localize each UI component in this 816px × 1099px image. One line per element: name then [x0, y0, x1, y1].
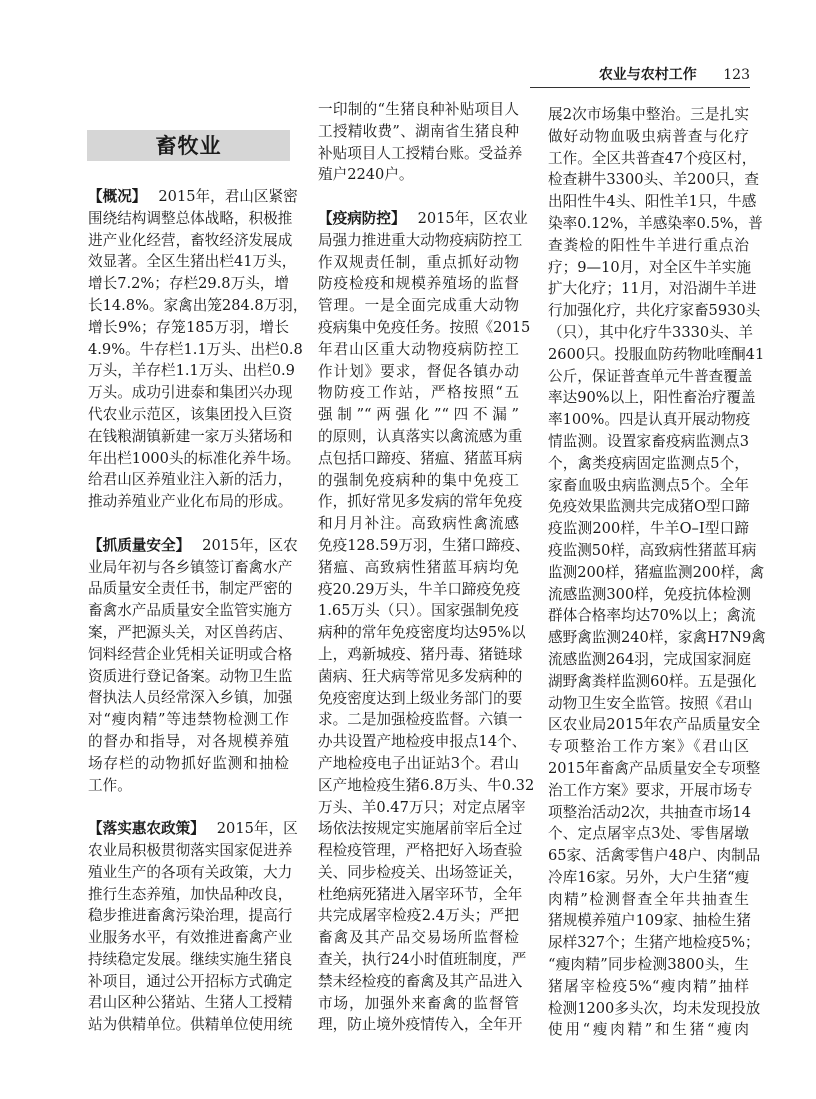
text-line — [318, 404, 519, 426]
line-text: 工授精收费”、湖南省生猪良种 — [318, 122, 519, 140]
text-column-3 — [548, 104, 766, 1063]
line-text: 年出栏1000头的标准化养牛场。 — [88, 449, 301, 467]
line-text: 尿样327个；生猪产地检疫5%； — [548, 934, 760, 952]
line-text: 流感监测300样，免疫抗体检测 — [548, 585, 751, 603]
text-line — [318, 208, 528, 230]
text-line — [88, 230, 293, 252]
line-text: 局强力推进重大动物疫病防控工 — [318, 231, 523, 249]
line-text: 展2次市场集中整治。三是扎实 — [548, 106, 749, 123]
text-line — [88, 491, 293, 513]
line-text: 个，禽类疫病固定监测点5个， — [548, 454, 749, 472]
paragraph-heading: 【概况】 — [88, 188, 147, 205]
text-line — [318, 252, 519, 274]
paragraph — [88, 186, 308, 513]
line-text: 猪规模养殖户109家、抽检生猪 — [548, 912, 751, 930]
text-line — [548, 300, 761, 322]
text-line — [548, 431, 749, 453]
text-column-1 — [88, 186, 308, 1058]
line-text: 在钱粮湖镇新建一家万头猪场和 — [88, 427, 293, 445]
text-line — [318, 513, 519, 535]
line-text: 年君山区重大动物疫病防控工 — [318, 340, 519, 358]
line-text: 补项目，通过公开招标方式确定 — [88, 972, 293, 990]
line-text: 持续稳定发展。继续实施生猪良 — [88, 950, 293, 968]
text-line — [88, 426, 293, 448]
line-text: 工作。 — [88, 776, 132, 794]
line-text: 工作。全区共普查47个疫区村， — [548, 149, 757, 167]
text-line — [318, 688, 523, 710]
line-text: 殖业生产的各项有关政策，大力 — [88, 863, 293, 881]
line-text: 查粪检的阳性牛羊进行重点治 — [548, 236, 749, 254]
text-line — [548, 148, 757, 170]
text-line — [88, 753, 289, 775]
line-text: 督执法人员经常深入乡镇，加强 — [88, 689, 293, 707]
page-number: 123 — [723, 67, 750, 83]
line-text: 监测200样，猪瘟监测200样，禽 — [548, 563, 765, 581]
text-line — [318, 448, 523, 470]
line-text: 疫监测50样，高致病性猪蓝耳病 — [548, 541, 757, 559]
line-text: 专项整治工作方案》《君山区 — [548, 738, 749, 756]
line-text: 业局年初与各乡镇签订畜禽水产 — [88, 558, 293, 576]
text-line — [318, 579, 519, 601]
text-line — [318, 818, 523, 840]
text-line — [88, 208, 293, 230]
text-line — [318, 905, 519, 927]
line-text: 查关，执行24小时值班制度，严 — [318, 951, 527, 969]
line-text: 4.9%。牛存栏1.1万头、出栏0.8 — [88, 340, 303, 358]
line-text: 畜禽水产品质量安全监管实施方 — [88, 602, 293, 620]
line-text: 行加强化疗，共化疗家畜5930头 — [548, 302, 761, 320]
text-line — [548, 169, 759, 191]
text-line — [88, 578, 293, 600]
text-line — [548, 278, 757, 300]
text-line — [548, 366, 753, 388]
text-line — [88, 905, 293, 927]
text-line — [318, 339, 519, 361]
line-text: 万头，羊存栏1.1万头、出栏0.9 — [88, 362, 295, 380]
text-line — [548, 736, 749, 758]
line-text: 2015年，君山区紧密 — [158, 188, 298, 205]
line-text: 进产业化经营，畜牧经济发展成 — [88, 231, 293, 249]
line-text: 共完成屠宰检疫2.4万头；严把 — [318, 907, 519, 925]
line-text: 饲料经营企业凭相关证明或合格 — [88, 645, 293, 663]
line-text: 1.65万头（只）。国家强制免疫 — [318, 602, 519, 620]
text-line — [318, 361, 519, 383]
line-text: 区产地检疫生猪6.8万头、牛0.32 — [318, 776, 535, 794]
text-line — [548, 322, 753, 344]
line-text: 作计划》要求，督促各镇办动 — [318, 362, 519, 380]
line-text: 长14.8%。家禽出笼284.8万羽， — [88, 296, 308, 314]
text-line — [88, 251, 297, 273]
line-text: 2015年，区农 — [202, 536, 298, 554]
line-text: 率100%。四是认真开展动物疫 — [548, 411, 751, 429]
line-text: 感野禽监测240样，家禽H7N9禽 — [548, 629, 766, 647]
text-line — [548, 453, 749, 475]
line-text: 点包括口蹄疫、猪瘟、猪蓝耳病 — [318, 449, 523, 467]
line-text: 强制”“两强化”“四不漏” — [318, 406, 519, 424]
line-text: 项整治活动2次，共抽查市场14 — [548, 803, 751, 821]
line-text: 和月月补注。高致病性禽流感 — [318, 515, 519, 533]
text-line — [548, 344, 765, 366]
line-text: 的强制免疫病种的集中免疫工 — [318, 471, 519, 489]
line-text: 产地检疫电子出证站3个。君山 — [318, 754, 519, 772]
text-line — [88, 382, 293, 404]
text-line — [88, 535, 298, 557]
line-text: 万头、羊0.47万只；对定点屠宰 — [318, 798, 526, 816]
text-line — [88, 992, 293, 1014]
text-line — [88, 448, 301, 470]
line-text: 的督办和指导，对各规模养殖 — [88, 732, 289, 750]
text-line — [88, 666, 293, 688]
text-line — [88, 731, 289, 753]
text-line — [88, 884, 293, 906]
line-text: 免疫128.59万羽，生猪口蹄疫、 — [318, 536, 530, 554]
line-text: 农业局积极贯彻落实国家促进养 — [88, 841, 293, 859]
text-line — [88, 404, 293, 426]
line-text: 增长9%；存笼185万羽，增长 — [88, 318, 289, 336]
text-line — [318, 949, 527, 971]
text-line — [318, 622, 526, 644]
text-line — [318, 121, 519, 143]
text-line — [548, 627, 766, 649]
text-line — [548, 845, 761, 867]
line-text: 肉精”检测督查全年共抽查生 — [548, 890, 749, 908]
text-line — [318, 927, 519, 949]
text-line — [548, 867, 749, 889]
text-line — [548, 910, 749, 932]
text-line — [548, 605, 756, 627]
line-text: 作，抓好常见多发病的常年免疫 — [318, 493, 523, 511]
text-line — [548, 257, 749, 279]
line-text: 2015年，区农业 — [417, 209, 528, 227]
text-line — [88, 927, 293, 949]
line-text: 使用“瘦肉精”和生猪“瘦肉 — [548, 1021, 749, 1039]
text-line — [548, 693, 753, 715]
line-text: 上，鸡新城疫、猪丹毒、猪链球 — [318, 645, 523, 663]
text-line — [548, 104, 749, 126]
line-text: 场存栏的动物抓好监测和抽检 — [88, 754, 289, 772]
text-line — [548, 540, 757, 562]
text-line — [318, 993, 519, 1015]
line-text: 站为供精单位。供精单位使用统 — [88, 1016, 293, 1034]
text-line — [318, 709, 523, 731]
line-text: 禁未经检疫的畜禽及其产品进入 — [318, 972, 523, 990]
line-text: 病种的常年免疫密度均达95%以 — [318, 624, 526, 642]
text-line — [318, 382, 519, 404]
text-line — [88, 818, 298, 840]
line-text: 出阳性牛4头、阳性羊1只，牛感 — [548, 193, 757, 211]
line-text: 增长7.2%；存栏29.8万头，增 — [88, 275, 289, 293]
text-line — [548, 932, 760, 954]
text-line — [88, 317, 289, 339]
line-text: 情监测。设置家畜疫病监测点3 — [548, 432, 749, 450]
text-line — [318, 535, 530, 557]
line-text: 2015年畜禽产品质量安全专项整 — [548, 759, 761, 777]
paragraph — [548, 104, 766, 1041]
paragraph-heading: 【落实惠农政策】 — [88, 820, 205, 838]
text-line — [88, 339, 303, 361]
text-line — [318, 295, 519, 317]
text-line — [318, 731, 527, 753]
text-line — [88, 1014, 293, 1036]
line-text: 2600只。投服血防药物吡喹酮41 — [548, 345, 765, 363]
text-line — [318, 317, 531, 339]
line-text: 万头。成功引进泰和集团兴办现 — [88, 384, 293, 402]
line-text: 区农业局2015年农产品质量安全 — [548, 716, 761, 734]
line-text: 关、同步检疫关、出场签证关， — [318, 863, 523, 881]
text-line — [548, 976, 749, 998]
text-line — [88, 360, 295, 382]
line-text: 菌病、狂犬病等常见多发病种的 — [318, 667, 523, 685]
line-text: 业服务水平，有效推进畜禽产业 — [88, 929, 293, 947]
text-line — [548, 496, 749, 518]
text-line — [88, 840, 293, 862]
line-text: 疫监测200样，牛羊O–I型口蹄 — [548, 520, 749, 538]
paragraph-heading: 【抓质量安全】 — [88, 536, 191, 554]
text-line — [88, 622, 293, 644]
line-text: 2015年，区 — [216, 820, 298, 838]
line-text: 君山区种公猪站、生猪人工授精 — [88, 994, 293, 1012]
line-text: 做好动物血吸虫病普查与化疗 — [548, 127, 749, 145]
text-line — [548, 191, 757, 213]
text-line — [548, 1019, 749, 1041]
line-text: 围绕结构调整总体战略，积极推 — [88, 209, 293, 227]
line-text: 资质进行登记备案。动物卫生监 — [88, 667, 293, 685]
line-text: 猪瘟、高致病性猪蓝耳病均免 — [318, 558, 519, 576]
text-line — [88, 469, 293, 491]
text-line — [548, 562, 765, 584]
line-text: 殖户2240户。 — [318, 166, 414, 184]
text-line — [548, 671, 757, 693]
line-text: “瘦肉精”同步检测3800头，生 — [548, 956, 749, 974]
line-text: 场依法按规定实施屠前宰后全过 — [318, 820, 523, 838]
text-line — [318, 797, 526, 819]
text-line — [318, 1014, 523, 1036]
text-line — [548, 758, 761, 780]
line-text: 染率0.12%，羊感染率0.5%，普 — [548, 214, 763, 232]
line-text: 疗；9—10月，对全区牛羊实施 — [548, 258, 751, 276]
text-line — [548, 889, 749, 911]
text-line — [318, 143, 523, 165]
text-line — [318, 775, 535, 797]
line-text: 免疫密度达到上级业务部门的要 — [318, 689, 523, 707]
section-title: 畜牧业 — [87, 130, 290, 161]
text-line — [318, 971, 523, 993]
line-text: 猪屠宰检疫5%“瘦肉精”抽样 — [548, 977, 749, 995]
line-text: 个、定点屠宰点3处、零售屠墩 — [548, 825, 749, 843]
text-line — [548, 387, 756, 409]
paragraph — [318, 208, 535, 1036]
line-text: 办共设置产地检疫申报点14个、 — [318, 733, 527, 751]
paragraph — [318, 99, 523, 186]
text-line — [318, 99, 519, 121]
text-line — [88, 709, 289, 731]
line-text: 畜禽及其产品交易场所监督检 — [318, 929, 519, 947]
text-line — [548, 780, 753, 802]
line-text: 疫20.29万头，牛羊口蹄疫免疫 — [318, 580, 521, 598]
text-column-2 — [318, 99, 535, 1058]
text-line — [88, 862, 293, 884]
text-line — [548, 954, 749, 976]
line-text: 求。二是加强检疫监督。六镇一 — [318, 711, 523, 729]
text-line — [318, 470, 519, 492]
line-text: 作双规责任制，重点抓好动物 — [318, 253, 519, 271]
text-line — [318, 164, 519, 186]
text-line — [318, 426, 523, 448]
line-text: （只），其中化疗牛3330头、羊 — [548, 323, 753, 341]
line-text: 管理。一是全面完成重大动物 — [318, 297, 519, 315]
line-text: 的原则，认真落实以禽流感为重 — [318, 427, 523, 445]
line-text: 公斤，保证普查单元牛普查覆盖 — [548, 367, 753, 385]
text-line — [318, 273, 519, 295]
paragraph — [88, 535, 298, 797]
line-text: 动物卫生安全监管。按照《君山 — [548, 694, 753, 712]
line-text: 流感监测264羽，完成国家洞庭 — [548, 650, 751, 668]
text-line — [548, 823, 749, 845]
text-line — [548, 475, 749, 497]
text-line — [548, 518, 749, 540]
line-text: 65家、活禽零售户48户、肉制品 — [548, 847, 761, 865]
text-line — [318, 230, 523, 252]
text-line — [548, 714, 761, 736]
text-line — [318, 862, 523, 884]
line-text: 疫病集中免疫任务。按照《2015 — [318, 318, 531, 336]
line-text: 杜绝病死猪进入屠宰环节，全年 — [318, 885, 523, 903]
line-text: 群体合格率均达70%以上；禽流 — [548, 607, 756, 625]
text-line — [88, 644, 293, 666]
line-text: 检测1200多头次，均未发现投放 — [548, 999, 761, 1017]
text-line — [88, 687, 293, 709]
text-line — [318, 840, 523, 862]
line-text: 对“瘦肉精”等违禁物检测工作 — [88, 711, 289, 729]
line-text: 检查耕牛3300头、羊200只，查 — [548, 171, 759, 189]
text-line — [318, 644, 523, 666]
text-line — [318, 753, 519, 775]
text-line — [548, 213, 763, 235]
text-line — [548, 998, 761, 1020]
line-text: 市场，加强外来畜禽的监督管 — [318, 994, 519, 1012]
text-line — [548, 584, 749, 606]
text-line — [318, 884, 523, 906]
text-line — [548, 802, 749, 824]
line-text: 湖野禽粪样监测60样。五是强化 — [548, 672, 757, 690]
line-text: 效显著。全区生猪出栏41万头， — [88, 253, 297, 271]
line-text: 品质量安全责任书，制定严密的 — [88, 580, 293, 598]
text-line — [548, 409, 749, 431]
line-text: 率达90%以上，阳性畜治疗覆盖 — [548, 389, 756, 407]
text-line — [318, 491, 523, 513]
line-text: 程检疫管理，严格把好入场查验 — [318, 842, 523, 860]
line-text: 理，防止境外疫情传入，全年开 — [318, 1016, 523, 1034]
line-text: 冷库16家。另外，大户生猪“瘦 — [548, 868, 750, 886]
text-line — [548, 649, 749, 671]
text-line — [318, 666, 523, 688]
line-text: 物防疫工作站，严格按照“五 — [318, 384, 519, 402]
paragraph-heading: 【疫病防控】 — [318, 209, 406, 227]
line-text: 代农业示范区，该集团投入巨资 — [88, 405, 293, 423]
text-line — [88, 775, 289, 797]
text-line — [88, 186, 298, 208]
text-line — [318, 600, 519, 622]
line-text: 家畜血吸虫病监测点5个。全年 — [548, 476, 749, 494]
line-text: 推行生态养殖，加快品种改良， — [88, 885, 293, 903]
text-line — [88, 600, 293, 622]
line-text: 扩大化疗；11月，对沿湖牛羊进 — [548, 280, 757, 298]
line-text: 补贴项目人工授精台账。受益养 — [318, 144, 523, 162]
text-line — [88, 949, 293, 971]
line-text: 案，严把源头关，对区兽药店、 — [88, 623, 293, 641]
text-line — [88, 971, 293, 993]
text-line — [318, 557, 519, 579]
paragraph — [88, 818, 298, 1036]
line-text: 免疫效果监测共完成猪O型口蹄 — [548, 498, 750, 516]
running-head-section: 农业与农村工作 — [598, 67, 697, 83]
running-head — [530, 64, 750, 86]
line-text: 治工作方案》要求，开展市场专 — [548, 781, 753, 799]
text-line — [88, 295, 308, 317]
line-text: 防疫检疫和规模养殖场的监督 — [318, 275, 519, 293]
text-line — [88, 557, 293, 579]
text-line — [548, 235, 749, 257]
line-text: 一印制的“生猪良种补贴项目人 — [318, 101, 519, 118]
line-text: 稳步推进畜禽污染治理，提高行 — [88, 907, 293, 925]
text-line — [88, 273, 289, 295]
header-rule — [530, 87, 750, 88]
line-text: 给君山区养殖业注入新的活力， — [88, 471, 293, 489]
text-line — [548, 126, 749, 148]
line-text: 推动养殖业产业化布局的形成。 — [88, 493, 293, 511]
